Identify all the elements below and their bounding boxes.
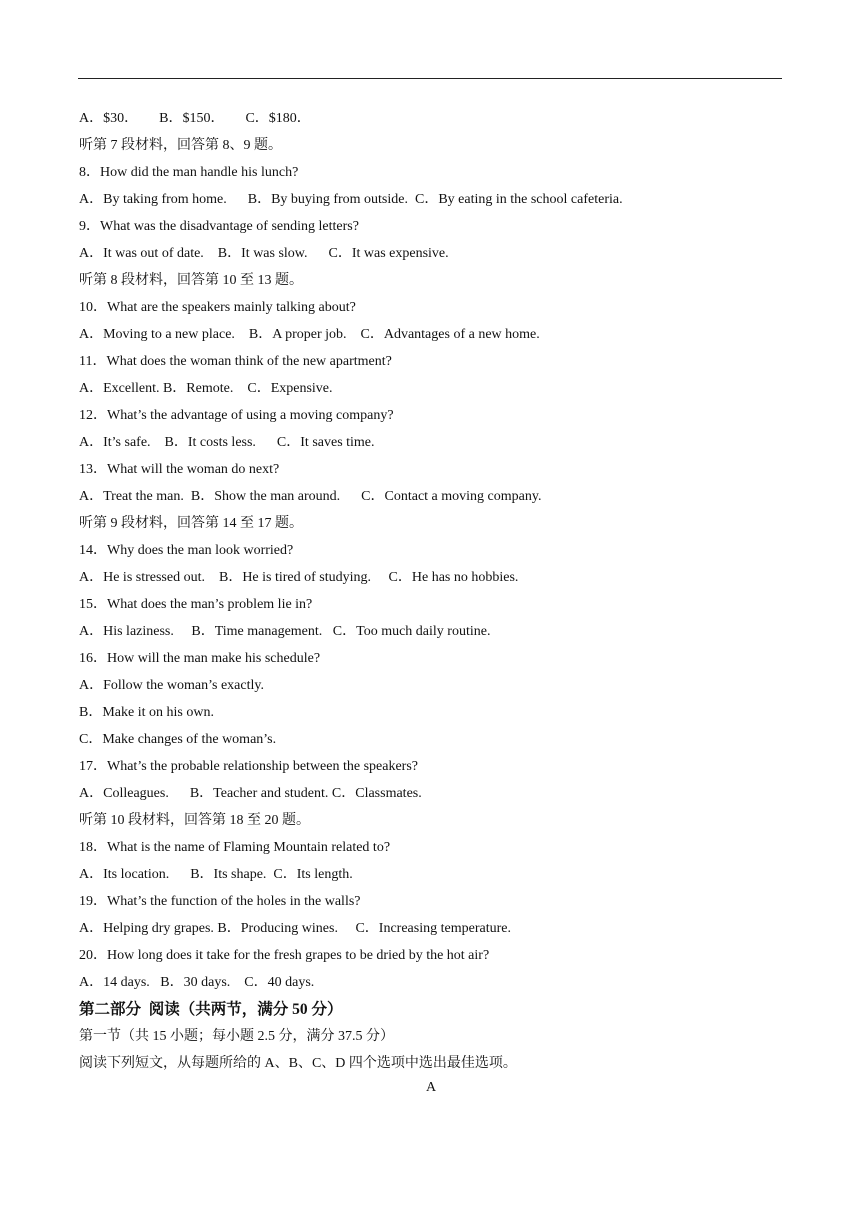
header-rule [78, 78, 782, 79]
text-line: 15．What does the man’s problem lie in? [79, 597, 313, 612]
text-line: 17．What’s the probable relationship between the speakers? [79, 759, 418, 774]
text-line: 听第 8 段材料，回答第 10 至 13 题。 [79, 273, 303, 288]
text-line: A．Excellent. B．Remote. C．Expensive. [79, 381, 333, 396]
text-line: 听第 10 段材料，回答第 18 至 20 题。 [79, 813, 310, 828]
text-line: 18．What is the name of Flaming Mountain related to? [79, 840, 391, 855]
text-line: 9．What was the disadvantage of sending letters? [79, 219, 359, 234]
text-line: B．Make it on his own. [79, 705, 214, 720]
text-line: 11．What does the woman think of the new apartment? [79, 354, 392, 369]
text-line: A．He is stressed out. B．He is tired of studying. C．He has no hobbies. [79, 570, 519, 585]
text-line: 听第 7 段材料，回答第 8、9 题。 [79, 138, 282, 153]
section-heading: 第二部分 阅读（共两节，满分 50 分） [79, 1001, 343, 1018]
subsection-heading: 第一节（共 15 小题；每小题 2.5 分，满分 37.5 分） [79, 1029, 394, 1044]
text-line: A．It was out of date. B．It was slow. C．It was expensive. [79, 246, 449, 261]
text-line: A．Moving to a new place. B．A proper job. C．Advantages of a new home. [79, 327, 540, 342]
text-line: A．Its location. B．Its shape. C．Its length. [79, 867, 353, 882]
text-line: 14．Why does the man look worried? [79, 543, 294, 558]
text-line: A．By taking from home. B．By buying from outside. C．By eating in the school cafeteria. [79, 192, 623, 207]
text-line: A．Treat the man. B．Show the man around. C．Contact a moving company. [79, 489, 542, 504]
text-line: A．Follow the woman’s exactly. [79, 678, 264, 693]
text-line: 20．How long does it take for the fresh grapes to be dried by the hot air? [79, 948, 490, 963]
text-line: 16．How will the man make his schedule? [79, 651, 321, 666]
text-line: A．His laziness. B．Time management. C．Too much daily routine. [79, 624, 491, 639]
passage-label: A [425, 1080, 437, 1095]
instruction-text: 阅读下列短文，从每题所给的 A、B、C、D 四个选项中选出最佳选项。 [79, 1056, 517, 1071]
text-line: 听第 9 段材料，回答第 14 至 17 题。 [79, 516, 303, 531]
text-line: 10．What are the speakers mainly talking about? [79, 300, 356, 315]
text-line: A．14 days. B．30 days. C．40 days. [79, 975, 315, 990]
text-line: A．It’s safe. B．It costs less. C．It saves time. [79, 435, 375, 450]
exam-page-content [79, 105, 783, 1099]
text-line: 13．What will the woman do next? [79, 462, 280, 477]
text-line: C．Make changes of the woman’s. [79, 732, 277, 747]
text-line: 19．What’s the function of the holes in the walls? [79, 894, 361, 909]
text-line: A．Helping dry grapes. B．Producing wines. C．Increasing temperature. [79, 921, 511, 936]
text-line: 12．What’s the advantage of using a moving company? [79, 408, 394, 423]
text-line: A．Colleagues. B．Teacher and student. C．Classmates. [79, 786, 422, 801]
text-line: 8．How did the man handle his lunch? [79, 165, 299, 180]
text-line: A．$30． B．$150． C．$180． [79, 111, 311, 126]
